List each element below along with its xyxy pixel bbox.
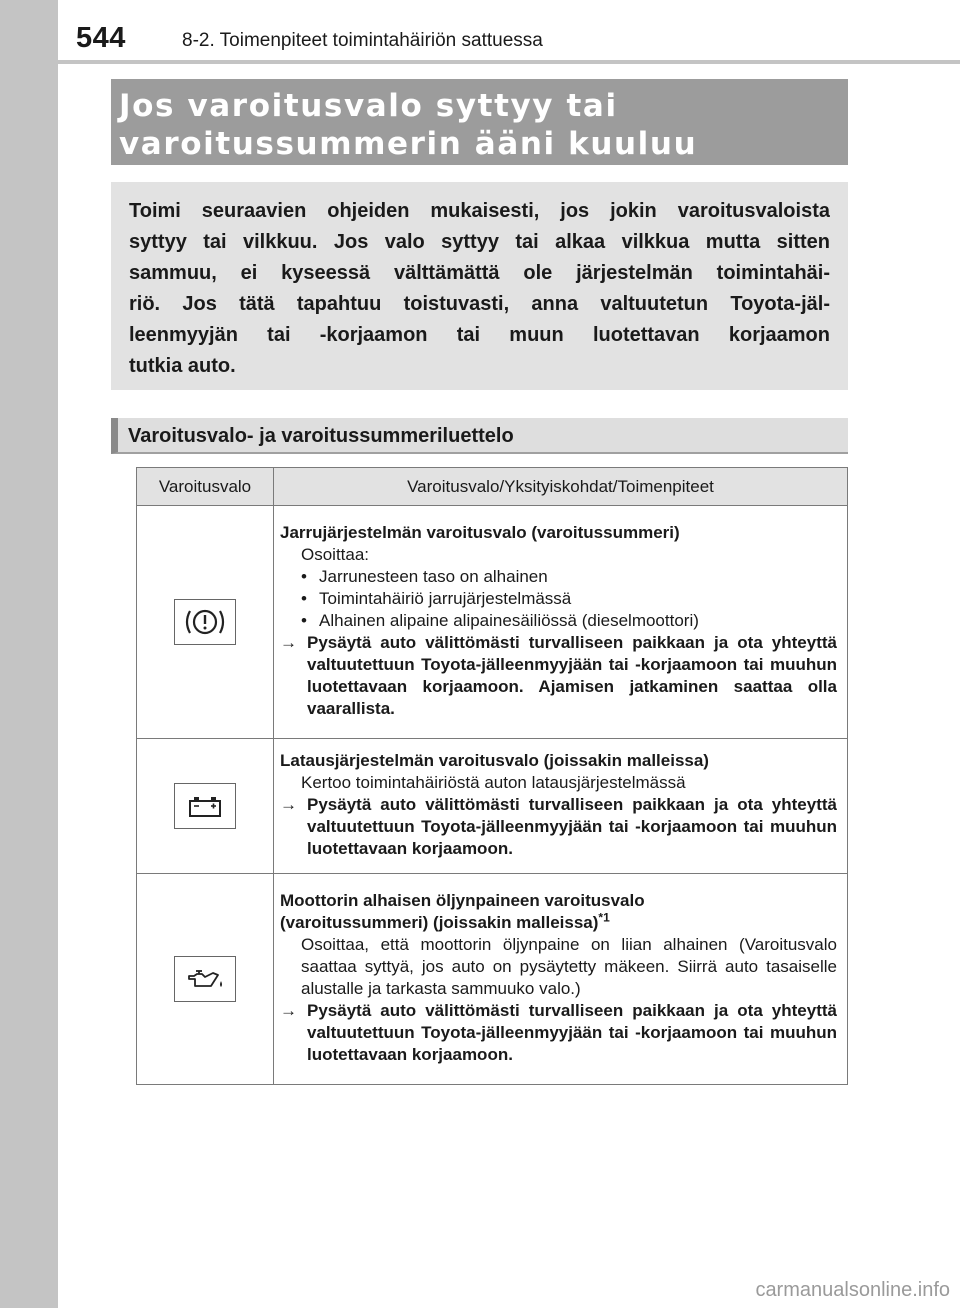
icon-cell bbox=[137, 739, 274, 874]
arrow-icon: → bbox=[280, 795, 297, 814]
battery-icon bbox=[174, 783, 236, 829]
intro-line: Toimi seuraavien ohjeiden mukaisesti, jos jokin varoitusvaloista bbox=[129, 200, 830, 222]
table-row bbox=[137, 874, 848, 1085]
item-action: → Pysäytä auto välittömästi turvalliseen paikkaan ja ota yhteyttä valtuutettuun Toyota-jälleenmyyjään tai -korjaamoon tai muuhun luotettavaan korjaamoon. bbox=[280, 795, 837, 858]
page-title-line-1: Jos varoitusvalo syttyy tai bbox=[119, 88, 618, 124]
list-item: • Toimintahäiriö jarrujärjestelmässä bbox=[301, 589, 572, 608]
table-row bbox=[137, 739, 848, 874]
footer-watermark: carmanualsonline.info bbox=[755, 1279, 950, 1301]
item-action: → Pysäytä auto välittömästi turvalliseen paikkaan ja ota yhteyttä valtuutettuun Toyota-jälleenmyyjään tai -korjaamoon tai muuhun luotettavaan korjaamoon. bbox=[280, 1001, 837, 1064]
intro-line: sammuu, ei kyseessä välttämättä ole järjestelmän toimintahäi- bbox=[129, 262, 830, 284]
header-rule bbox=[58, 60, 960, 64]
list-item: • Alhainen alipaine alipainesäiliössä (dieselmoottori) bbox=[301, 611, 699, 630]
intro-line: riö. Jos tätä tapahtuu toistuvasti, anna valtuutetun Toyota-jäl- bbox=[129, 293, 830, 315]
running-header: 8-2. Toimenpiteet toimintahäiriön sattuessa bbox=[182, 30, 543, 51]
brake-warning-icon bbox=[174, 599, 236, 645]
item-title: Latausjärjestelmän varoitusvalo (joissakin malleissa) bbox=[280, 751, 709, 770]
item-detail: Osoittaa, että moottorin öljynpaine on liian alhainen (Varoitusvalo saattaa syttyä, jos auto on pysäytetty mäkeen. Siirrä auto tasaiselle alustalle ja tarkasta sammuuko valo.) bbox=[301, 935, 837, 998]
column-header-light: Varoitusvalo bbox=[137, 468, 274, 506]
intro-line: syttyy tai vilkkuu. Jos valo syttyy tai alkaa vilkkua mutta sitten bbox=[129, 231, 830, 253]
list-item: • Jarrunesteen taso on alhainen bbox=[301, 567, 548, 586]
icon-cell bbox=[137, 874, 274, 1085]
page-number: 544 bbox=[76, 22, 126, 54]
table-header-row bbox=[137, 468, 848, 506]
item-detail: Kertoo toimintahäiriöstä auton latausjärjestelmässä bbox=[301, 773, 686, 792]
footnote-marker: *1 bbox=[598, 910, 610, 925]
description-cell bbox=[274, 739, 848, 874]
intro-line: leenmyyjän tai -korjaamon tai muun luotettavan korjaamon bbox=[129, 324, 830, 346]
description-cell bbox=[274, 874, 848, 1085]
page-title bbox=[111, 79, 848, 165]
side-strip bbox=[0, 0, 58, 1308]
item-title: Moottorin alhaisen öljynpaineen varoitusvalo (varoitussummeri) (joissakin malleissa)$^{*1}$ bbox=[280, 891, 645, 932]
item-title: Jarrujärjestelmän varoitusvalo (varoitussummeri) bbox=[280, 523, 680, 542]
item-action: → Pysäytä auto välittömästi turvalliseen paikkaan ja ota yhteyttä valtuutettuun Toyota-jälleenmyyjään tai -korjaamoon tai muuhun luotettavaan korjaamoon. Ajamisen jatkaminen saattaa olla vaarallista. bbox=[280, 633, 837, 718]
table-row bbox=[137, 506, 848, 739]
warning-light-table bbox=[136, 467, 848, 1085]
intro-box bbox=[111, 182, 848, 390]
intro-line: tutkia auto. bbox=[129, 355, 236, 377]
page-title-line-2: varoitussummerin ääni kuuluu bbox=[119, 126, 698, 162]
column-header-details: Varoitusvalo/Yksityiskohdat/Toimenpiteet bbox=[274, 468, 848, 506]
description-cell bbox=[274, 506, 848, 739]
section-heading: Varoitusvalo- ja varoitussummeriluettelo bbox=[111, 418, 848, 454]
icon-cell bbox=[137, 506, 274, 739]
item-indicates: Osoittaa: bbox=[301, 545, 370, 564]
arrow-icon: → bbox=[280, 1001, 297, 1020]
oil-pressure-icon bbox=[174, 956, 236, 1002]
arrow-icon: → bbox=[280, 633, 297, 652]
